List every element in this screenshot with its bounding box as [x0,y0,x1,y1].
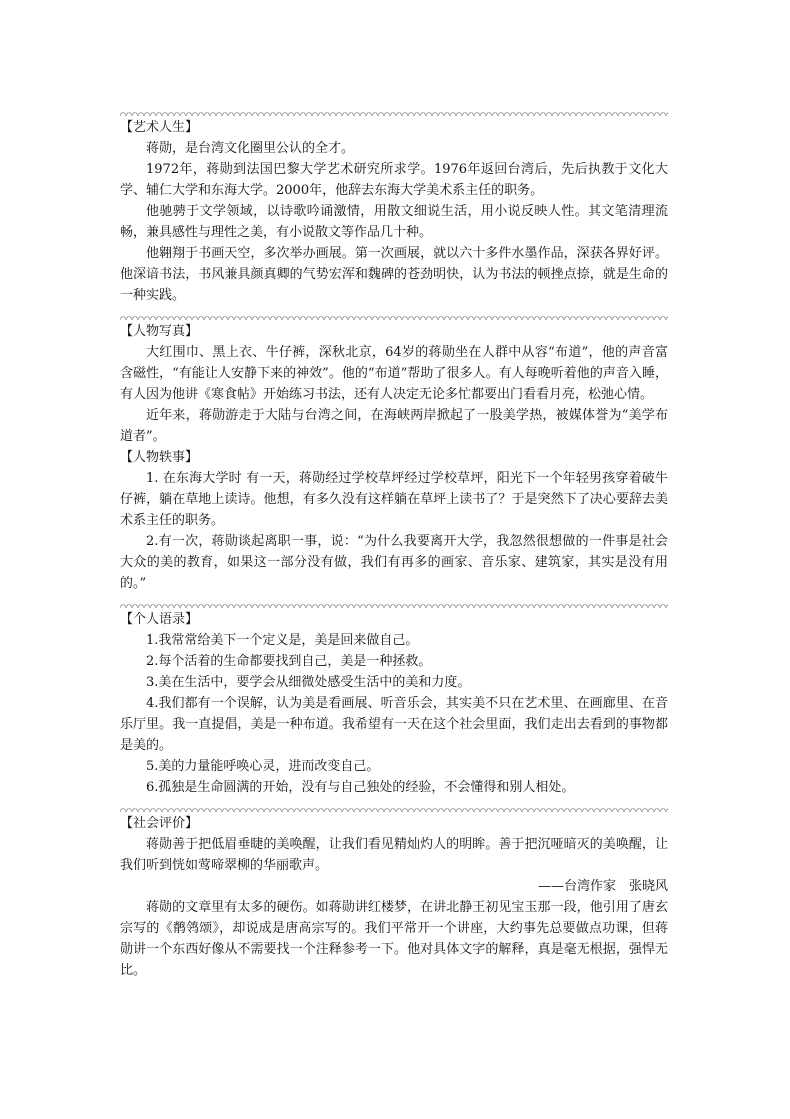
quote-item: 4.我们都有一个误解，认为美是看画展、听音乐会，其实美不只在艺术里、在画廊里、在音乐厅里。我一直提倡，美是一种布道。我希望有一天在这个社会里面，我们走出去看到的事物都是美的。 [120,696,668,753]
section-evaluation [120,813,668,981]
section-header: 【人物写真】 [120,324,199,339]
paragraph: 他翱翔于书画天空，多次举办画展。第一次画展，就以六十多件水墨作品，深获各界好评。他深谙书法，书风兼具颜真卿的气势宏浑和魏碑的苍劲明快，认为书法的顿挫点捺，就是生命的一种实践。 [120,246,668,303]
section-header: 【人物轶事】 [120,450,199,465]
paragraph: 近年来，蒋勋游走于大陆与台湾之间，在海峡两岸掀起了一股美学热，被媒体誉为“美学布道者”。 [120,408,668,444]
paragraph: 蒋勋，是台湾文化圈里公认的全才。 [146,141,355,156]
section-anecdotes [120,447,668,594]
paragraph: 蒋勋善于把低眉垂睫的美唤醒，让我们看见精灿灼人的明眸。善于把沉哑暗灭的美唤醒，让我们听到恍如莺啼翠柳的华丽歌声。 [120,837,668,873]
section-art-life [120,117,668,306]
wavy-divider [120,808,668,812]
section-quotes [120,609,668,798]
document-page [120,112,668,991]
paragraph: 2.有一次，蒋勋谈起离职一事，说：“为什么我要离开大学，我忽然很想做的一件事是社会大众的美的教育，如果这一部分没有做，我们有再多的画家、音乐家、建筑家，其实是没有用的。” [120,534,668,591]
wavy-divider [120,604,668,608]
paragraph: 1. 在东海大学时 有一天，蒋勋经过学校草坪经过学校草坪，阳光下一个年轻男孩穿着破牛仔裤，躺在草地上读诗。他想，有多久没有这样躺在草坪上读书了？于是突然下了决心要辞去美术系主任的职务。 [120,471,668,528]
section-portrait [120,321,668,447]
section-header: 【个人语录】 [120,612,199,627]
quote-item: 5.美的力量能呼唤心灵，进而改变自己。 [146,759,380,774]
quote-item: 6.孤独是生命圆满的开始，没有与自己独处的经验，不会懂得和别人相处。 [146,780,575,795]
signature: ——台湾作家 张晓风 [537,879,668,894]
paragraph: 1972年，蒋勋到法国巴黎大学艺术研究所求学。1976年返回台湾后，先后执教于文化大学、辅仁大学和东海大学。2000年，他辞去东海大学美术系主任的职务。 [120,162,668,198]
paragraph: 蒋勋的文章里有太多的硬伤。如蒋勋讲红楼梦，在讲北静王初见宝玉那一段，他引用了唐玄宗写的《鹡鸰颂》，却说成是唐高宗写的。我们平常开一个讲座，大约事先总要做点功课，但蒋勋讲一个东西好像从不需要找一个注释参考一下。他对具体文字的解释，真是毫无根据，强悍无比。 [120,900,668,978]
wavy-divider [120,316,668,320]
wavy-divider [120,112,668,116]
paragraph: 大红围巾、黑上衣、牛仔裤，深秋北京，64岁的蒋勋坐在人群中从容“布道”，他的声音富含磁性，“有能让人安静下来的神效”。他的“布道”帮助了很多人。有人每晚听着他的声音入睡，有人因为他讲《寒食帖》开始练习书法，还有人决定无论多忙都要出门看看月亮，松弛心情。 [120,345,668,402]
section-header: 【艺术人生】 [120,120,199,135]
paragraph: 他驰骋于文学领域，以诗歌吟诵激情，用散文细说生活，用小说反映人性。其文笔清理流畅，兼具感性与理性之美，有小说散文等作品几十种。 [120,204,668,240]
quote-item: 3.美在生活中，要学会从细微处感受生活中的美和力度。 [146,675,471,690]
section-header: 【社会评价】 [120,816,199,831]
quote-item: 1.我常常给美下一个定义是，美是回来做自己。 [146,633,419,648]
quote-item: 2.每个活着的生命都要找到自己，美是一种拯救。 [146,654,432,669]
